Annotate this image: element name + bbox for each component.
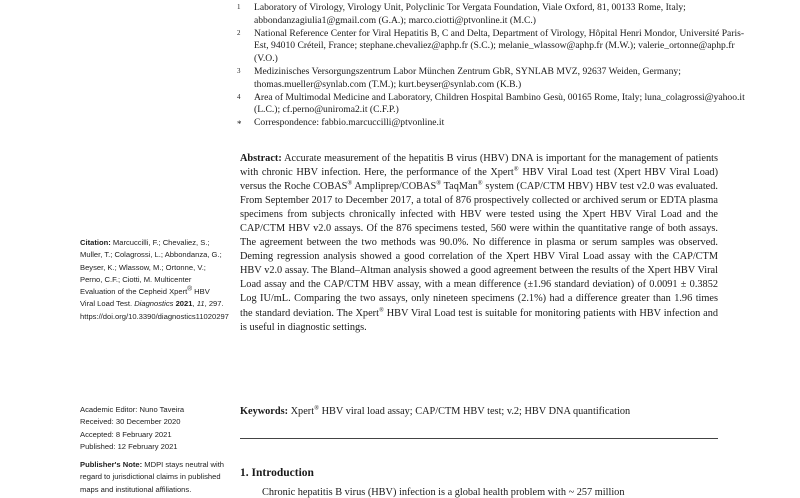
registered-mark: ® — [314, 404, 320, 412]
accepted-date: Accepted: 8 February 2021 — [80, 429, 172, 439]
affiliation-number: 2 — [237, 28, 241, 37]
abstract — [240, 152, 718, 335]
correspondence-symbol: * — [237, 119, 242, 130]
keywords — [240, 405, 718, 419]
affiliations — [237, 2, 757, 130]
affiliation-text: Medizinisches Versorgungszentrum Labor München Zentrum GbR, SYNLAB MVZ, 92637 Weiden, Germany; thomas.mueller@synlab.com (T.M.); kurt.beyser@synlab.com (K.B.) — [254, 65, 681, 90]
correspondence-text: Correspondence: fabbio.marcuccilli@ptvonline.it — [254, 117, 445, 129]
affiliation-text: Laboratory of Virology, Virology Unit, Polyclinic Tor Vergata Foundation, Viale Oxford, 81, 00133 Rome, Italy; abbondanzagiulia1@gmail.com (G.A.); marco.ciotti@ptvonline.it (M.C.) — [254, 2, 686, 26]
academic-editor: Academic Editor: Nuno Taveira — [80, 405, 185, 414]
abstract-text: system (CAP/CTM HBV) HBV test v2.0 was evaluated. From September 2017 to December 2017, a total of 876 prospectively collected or archived serum or EDTA plasma specimens from subjects chronically infected with HBV were tested using the Xpert HBV Viral Load and the CAP/CTM HBV v2.0 assays. Of the 876 specimens tested, 560 were within the quantitative range of both assays. The agreement between the two methods was 90.0%. No difference in plasma or serum samples was observed. Deming regression analysis showed a good correlation of the Xpert HBV Viral Load assay with the CAP/CTM HBV v2.0 assay. The Bland–Altman analysis showed a good agreement between the results of the Xpert HBV Viral Load assay and the CAP/CTM HBV assay, with a mean difference (±1.96 standard deviation) of 0.0091 ± 0.3852 Log IU/mL. Comparing the two assays, only nineteen specimens (2.1%) had a difference greater than 1.96 times the standard deviation. The Xpert — [240, 181, 718, 319]
affiliation-number: 1 — [237, 3, 241, 11]
section-first-line: Chronic hepatitis B virus (HBV) infection is a global health problem with ~ 257 million — [262, 487, 625, 498]
affiliation-number: 3 — [237, 66, 241, 75]
affiliation-text: National Reference Center for Viral Hepatitis B, C and Delta, Department of Virology, Hôpital Henri Mondor, Université Paris-Est, 94010 Créteil, France; stephane.chevaliez@aphp.fr (S.C.); melanie_wlassow@aphp.fr (M.W.); valerie_ortonne@aphp.fr (V.O.) — [254, 27, 745, 64]
keywords-text: Xpert — [290, 406, 315, 417]
abstract-text: Ampliprep/COBAS — [352, 181, 437, 193]
registered-mark: ® — [436, 179, 442, 187]
affiliation-number: 4 — [237, 92, 241, 101]
affiliation-1 — [237, 2, 757, 27]
citation-block: Citation: Marcuccilli, F.; Chevaliez, S.; Muller, T.; Colagrossi, L.; Abbondanza, G.; Beyser, K.; Wlassow, M.; Ortonne, V.; Perno, C.F.; Ciotti, M. Multicenter Evaluation of the Cepheid Xpert® HBV Viral Load Test. Diagnostics 2021, 11, 297. https://doi.org/10.3390/diagnostics11020297 — [80, 238, 229, 321]
registered-mark: ® — [378, 306, 384, 314]
section-divider — [240, 438, 718, 439]
abstract-text: HBV Viral Load test is suitable for monitoring patients with HBV infection and is useful in diagnostic settings. — [240, 307, 719, 333]
citation-year: 2021 — [175, 299, 193, 309]
affiliation-4 — [237, 92, 757, 117]
publisher-note-text: MDPI stays neutral with regard to jurisdictional claims in published maps and institutional affiliations. — [80, 460, 225, 494]
citation-doi[interactable]: , 297. https://doi.org/10.3390/diagnostics11020297 — [80, 299, 229, 321]
dates-block — [80, 404, 225, 453]
publisher-note — [80, 459, 225, 496]
abstract-text: Accurate measurement of the hepatitis B virus (HBV) DNA is important for the management of patients with chronic HBV infection. Here, the performance of the Xpert — [240, 153, 718, 179]
citation-volume: 11 — [196, 299, 205, 309]
registered-mark: ® — [513, 165, 519, 173]
publisher-note-label: Publisher's Note: — [80, 460, 143, 469]
affiliation-text: Area of Multimodal Medicine and Laboratory, Children Hospital Bambino Gesù, 00165 Rome, Italy; luna_colagrossi@yahoo.it (L.C.); cf.perno@uniroma2.it (C.F.P.) — [254, 91, 745, 116]
keywords-label: Keywords: — [240, 406, 289, 417]
registered-mark: ® — [477, 179, 483, 187]
journal-name: Diagnostics — [134, 299, 174, 309]
abstract-label: Abstract: — [240, 153, 282, 164]
citation-text: Marcuccilli, F.; Chevaliez, S.; Muller, T.; Colagrossi, L.; Abbondanza, G.; Beyser, K.; Wlassow, M.; Ortonne, V.; Perno, C.F.; Ciotti, M. Multicenter Evaluation of the Cepheid Xpert — [80, 238, 222, 297]
citation-label: Citation: — [80, 238, 111, 247]
received-date: Received: 30 December 2020 — [80, 417, 181, 427]
published-date: Published: 12 February 2021 — [80, 441, 178, 451]
affiliation-3 — [237, 66, 757, 91]
abstract-text: HBV Viral Load test (Xpert HBV Viral Load) versus the Roche COBAS — [240, 167, 719, 193]
keywords-text: HBV viral load assay; CAP/CTM HBV test; v.2; HBV DNA quantification — [319, 406, 631, 417]
registered-mark: ® — [347, 179, 353, 187]
registered-mark: ® — [187, 285, 193, 293]
correspondence — [237, 117, 757, 130]
abstract-text: TaqMan — [441, 181, 478, 193]
citation-text: HBV Viral Load Test. — [80, 287, 210, 309]
section-heading: 1. Introduction — [240, 467, 314, 479]
affiliation-2 — [237, 28, 757, 66]
